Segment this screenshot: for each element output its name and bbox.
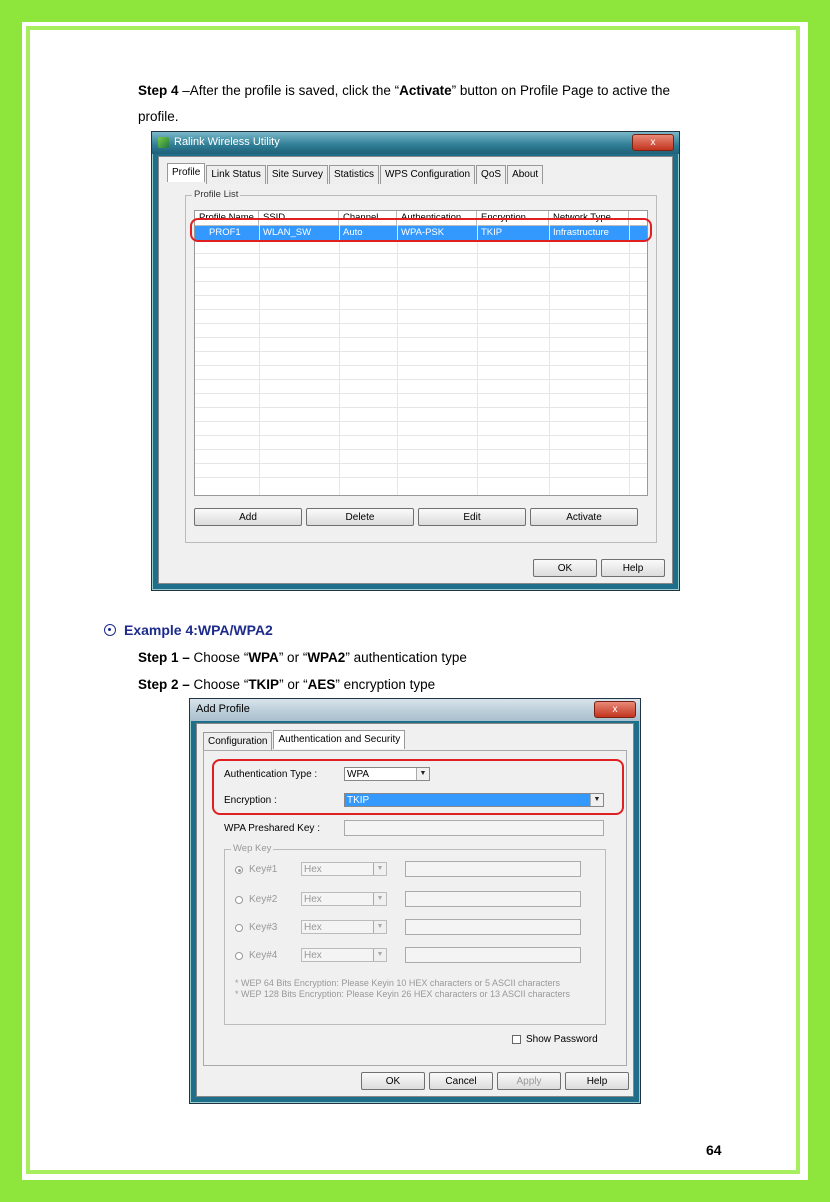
- grid-line: [195, 477, 647, 478]
- grid-divider: [629, 225, 630, 495]
- chevron-down-icon: ▼: [373, 863, 386, 875]
- frame-left: [0, 0, 22, 1202]
- col-channel[interactable]: Channel: [339, 211, 397, 225]
- tab-about[interactable]: About: [507, 165, 543, 184]
- step2-text-b: ” or “: [279, 677, 308, 692]
- profile-list-label: Profile List: [194, 189, 239, 200]
- frame-bottom: [0, 1180, 830, 1202]
- ok-button[interactable]: OK: [361, 1072, 425, 1090]
- tab-configuration[interactable]: Configuration: [203, 732, 272, 751]
- key2-radio[interactable]: [235, 896, 243, 904]
- step2-opt2: AES: [307, 677, 336, 692]
- encryption-value: TKIP: [347, 795, 370, 806]
- example-title: Example 4:WPA/WPA2: [124, 622, 273, 638]
- step4-prefix: Step 4: [138, 83, 179, 98]
- ok-button[interactable]: OK: [533, 559, 597, 577]
- help-button[interactable]: Help: [601, 559, 665, 577]
- grid-line: [195, 253, 647, 254]
- key1-radio[interactable]: [235, 866, 243, 874]
- key4-format-select[interactable]: [301, 948, 387, 962]
- chevron-down-icon: ▼: [373, 921, 386, 933]
- grid-line: [195, 393, 647, 394]
- col-ssid[interactable]: SSID: [259, 211, 339, 225]
- tab-wps-configuration[interactable]: WPS Configuration: [380, 165, 475, 184]
- step1-opt1: WPA: [248, 650, 279, 665]
- step1-prefix: Step 1 –: [138, 650, 190, 665]
- grid-line: [195, 281, 647, 282]
- tab-authentication-security[interactable]: Authentication and Security: [273, 730, 405, 749]
- step4-text-a: –After the profile is saved, click the “: [178, 83, 400, 98]
- grid-line: [195, 407, 647, 408]
- grid-line: [195, 421, 647, 422]
- grid-line: [195, 449, 647, 450]
- auth-type-value: WPA: [347, 769, 370, 780]
- grid-divider: [397, 225, 398, 495]
- key2-label: Key#2: [249, 894, 278, 905]
- key4-format: Hex: [304, 950, 322, 961]
- cell-authentication: WPA-PSK: [401, 227, 445, 238]
- grid-divider: [259, 225, 260, 495]
- grid-line: [195, 267, 647, 268]
- encryption-label: Encryption :: [224, 795, 277, 806]
- chevron-down-icon: ▼: [590, 794, 603, 806]
- preshared-key-label: WPA Preshared Key :: [224, 823, 320, 834]
- add-profile-tabs: [203, 732, 406, 751]
- tab-profile[interactable]: Profile: [167, 163, 205, 182]
- add-profile-window: [189, 698, 641, 1104]
- step4-paragraph: [138, 82, 758, 100]
- tab-qos[interactable]: QoS: [476, 165, 506, 184]
- step4-keyword: Activate: [399, 83, 452, 98]
- edit-button[interactable]: Edit: [418, 508, 526, 526]
- bullet-icon: [104, 624, 116, 636]
- show-password-label: Show Password: [526, 1034, 598, 1045]
- grid-line: [195, 463, 647, 464]
- tab-link-status[interactable]: Link Status: [206, 165, 265, 184]
- key3-label: Key#3: [249, 922, 278, 933]
- wep64-note: * WEP 64 Bits Encryption: Please Keyin 10 HEX characters or 5 ASCII characters: [235, 978, 560, 988]
- profile-row-highlight: [190, 218, 652, 242]
- help-button[interactable]: Help: [565, 1072, 629, 1090]
- step4-text-b: ” button on Profile Page to active the: [451, 83, 671, 98]
- frame-top: [0, 0, 830, 22]
- key3-radio[interactable]: [235, 924, 243, 932]
- col-profile-name[interactable]: Profile Name: [195, 211, 259, 225]
- show-password-checkbox[interactable]: [512, 1035, 521, 1044]
- auth-encryption-highlight: [212, 759, 624, 815]
- grid-line: [195, 365, 647, 366]
- step2-paragraph: [138, 676, 435, 694]
- key1-format-select[interactable]: [301, 862, 387, 876]
- add-profile-title: Add Profile: [196, 703, 250, 715]
- wep128-note: * WEP 128 Bits Encryption: Please Keyin 26 HEX characters or 13 ASCII characters: [235, 989, 570, 999]
- ralink-close-button[interactable]: x: [632, 134, 674, 151]
- grid-line: [195, 323, 647, 324]
- key2-input[interactable]: [405, 891, 581, 907]
- key4-label: Key#4: [249, 950, 278, 961]
- grid-line: [195, 309, 647, 310]
- ralink-titlebar: [152, 132, 679, 154]
- grid-line: [195, 351, 647, 352]
- col-encryption[interactable]: Encryption: [477, 211, 549, 225]
- cell-encryption: TKIP: [481, 227, 503, 238]
- chevron-down-icon: ▼: [373, 893, 386, 905]
- col-network-type[interactable]: Network Type: [549, 211, 629, 225]
- step2-text-a: Choose “: [189, 677, 249, 692]
- frame-right: [808, 0, 830, 1202]
- key1-input[interactable]: [405, 861, 581, 877]
- step2-text-c: ” encryption type: [335, 677, 436, 692]
- step1-opt2: WPA2: [307, 650, 346, 665]
- auth-type-label: Authentication Type :: [224, 769, 318, 780]
- key2-format: Hex: [304, 894, 322, 905]
- grid-line: [195, 435, 647, 436]
- grid-line: [195, 337, 647, 338]
- step1-text-a: Choose “: [189, 650, 249, 665]
- profile-listview[interactable]: [194, 210, 648, 496]
- step1-text-c: ” authentication type: [345, 650, 467, 665]
- cancel-button[interactable]: Cancel: [429, 1072, 493, 1090]
- grid-divider: [477, 225, 478, 495]
- page-number: 64: [706, 1142, 722, 1158]
- key1-format: Hex: [304, 864, 322, 875]
- col-authentication[interactable]: Authentication: [397, 211, 477, 225]
- grid-divider: [549, 225, 550, 495]
- preshared-key-input[interactable]: [344, 820, 604, 836]
- step2-prefix: Step 2 –: [138, 677, 190, 692]
- wep-key-group: [224, 843, 606, 1025]
- add-button[interactable]: Add: [194, 508, 302, 526]
- chevron-down-icon: ▼: [416, 768, 429, 780]
- add-profile-titlebar: [190, 699, 640, 721]
- step1-paragraph: [138, 649, 467, 667]
- cell-channel: Auto: [343, 227, 363, 238]
- delete-button[interactable]: Delete: [306, 508, 414, 526]
- profile-list-group: [185, 189, 657, 543]
- grid-line: [195, 295, 647, 296]
- ralink-app-icon: [158, 137, 169, 148]
- tab-statistics[interactable]: Statistics: [329, 165, 379, 184]
- wep-key-label: Wep Key: [233, 843, 272, 854]
- example-heading: [104, 622, 273, 638]
- add-profile-close-button[interactable]: x: [594, 701, 636, 718]
- grid-line: [195, 379, 647, 380]
- ralink-window: [151, 131, 680, 591]
- cell-profile-name: PROF1: [209, 227, 241, 238]
- key4-input[interactable]: [405, 947, 581, 963]
- cell-network-type: Infrastructure: [553, 227, 609, 238]
- chevron-down-icon: ▼: [373, 949, 386, 961]
- key3-format: Hex: [304, 922, 322, 933]
- key2-format-select[interactable]: [301, 892, 387, 906]
- key3-input[interactable]: [405, 919, 581, 935]
- step1-text-b: ” or “: [278, 650, 308, 665]
- ralink-title: Ralink Wireless Utility: [174, 136, 280, 148]
- key3-format-select[interactable]: [301, 920, 387, 934]
- step4-continuation: profile.: [138, 109, 179, 124]
- cell-ssid: WLAN_SW: [263, 227, 312, 238]
- tab-site-survey[interactable]: Site Survey: [267, 165, 328, 184]
- grid-divider: [339, 225, 340, 495]
- key1-label: Key#1: [249, 864, 278, 875]
- activate-button[interactable]: Activate: [530, 508, 638, 526]
- apply-button[interactable]: Apply: [497, 1072, 561, 1090]
- step2-opt1: TKIP: [248, 677, 280, 692]
- ralink-tabs: [167, 165, 544, 184]
- key4-radio[interactable]: [235, 952, 243, 960]
